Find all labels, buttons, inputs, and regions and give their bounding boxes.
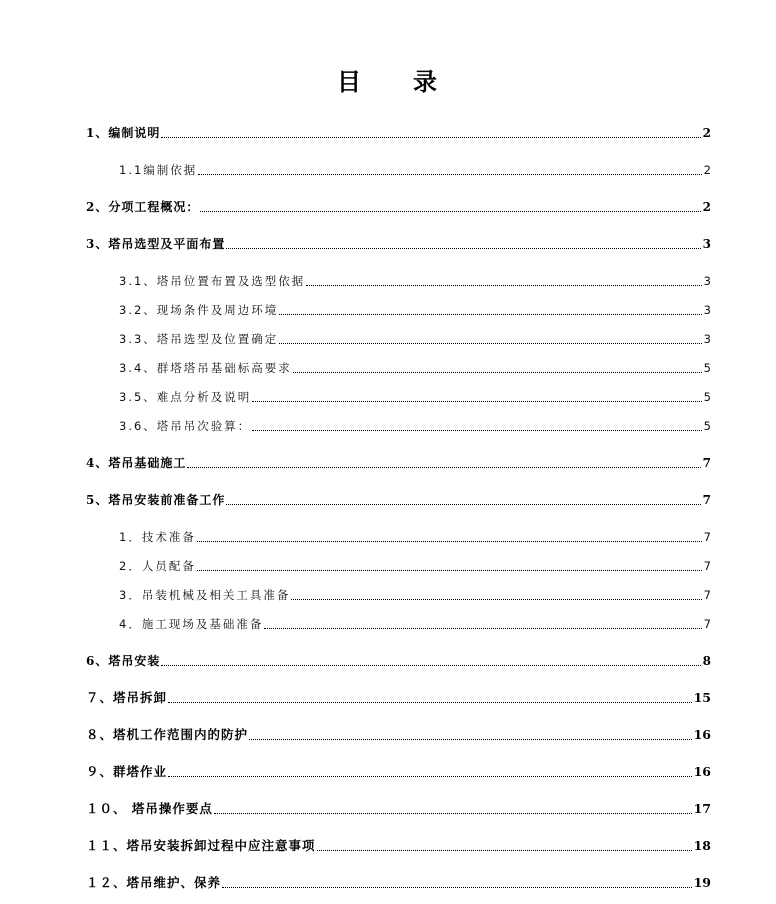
toc-leader	[187, 467, 700, 468]
toc-entry[interactable]	[119, 161, 711, 179]
toc-leader	[214, 813, 692, 814]
toc-entry-label: １２、塔吊维护、保养	[86, 875, 222, 890]
toc-entry[interactable]	[86, 726, 711, 744]
toc-entry[interactable]	[119, 272, 711, 290]
toc-page-number: 15	[693, 690, 711, 705]
toc-leader	[161, 665, 700, 666]
toc-page-number: 18	[693, 838, 711, 853]
toc-leader	[306, 285, 701, 286]
toc-entry-label: １０、 塔吊操作要点	[86, 801, 213, 816]
toc-entry-label: 1.1编制依据	[119, 163, 198, 177]
toc-leader	[279, 314, 701, 315]
toc-entry-label: 1．技术准备	[119, 530, 196, 544]
toc-entry[interactable]	[86, 874, 711, 892]
toc-entry-label: 4、塔吊基础施工	[86, 456, 187, 470]
toc-page-number: 7	[703, 530, 711, 544]
toc-entry[interactable]	[86, 800, 711, 818]
toc-entry-label: ７、塔吊拆卸	[86, 690, 168, 705]
toc-entry-label: 2．人员配备	[119, 559, 196, 573]
toc-entry[interactable]	[86, 124, 711, 142]
toc-leader	[293, 372, 702, 373]
toc-entry[interactable]	[119, 586, 711, 604]
toc-entry[interactable]	[86, 763, 711, 781]
toc-entry[interactable]	[119, 388, 711, 406]
toc-leader	[168, 776, 692, 777]
toc-page-number: 5	[703, 361, 711, 375]
toc-entry-label: 3.5、难点分析及说明	[119, 390, 252, 404]
toc-leader	[252, 430, 701, 431]
toc-entry-label: 3.3、塔吊选型及位置确定	[119, 332, 279, 346]
toc-entry[interactable]	[86, 837, 711, 855]
toc-page-number: 3	[703, 332, 711, 346]
toc-entry-label: 3.6、塔吊吊次验算：	[119, 419, 252, 433]
toc-page-number: 7	[702, 456, 711, 470]
toc-title-part1: 目	[337, 67, 363, 96]
toc-title-part2: 录	[413, 67, 439, 96]
toc-entry-label: 3.2、现场条件及周边环境	[119, 303, 279, 317]
toc-leader	[252, 401, 701, 402]
toc-entry-label: ８、塔机工作范围内的防护	[86, 727, 249, 742]
toc-entry-label: 3.4、群塔塔吊基础标高要求	[119, 361, 292, 375]
toc-entry[interactable]	[119, 330, 711, 348]
toc-leader	[198, 174, 701, 175]
toc-page-number: 16	[693, 764, 711, 779]
toc-entry-label: 1、编制说明	[86, 126, 161, 140]
toc-page-number: 17	[693, 801, 711, 816]
toc-page-number: 3	[703, 274, 711, 288]
toc-entry[interactable]	[119, 528, 711, 546]
toc-page-number: 5	[703, 390, 711, 404]
toc-page-number: 5	[703, 419, 711, 433]
toc-leader	[197, 570, 702, 571]
toc-leader	[226, 248, 700, 249]
toc-entry[interactable]	[86, 198, 711, 216]
toc-entry[interactable]	[86, 491, 711, 509]
toc-page-number: 16	[693, 727, 711, 742]
toc-entry-label: 6、塔吊安装	[86, 654, 161, 668]
toc-entry[interactable]	[119, 359, 711, 377]
toc-page-number: 3	[702, 237, 711, 251]
toc-page-number: 7	[702, 493, 711, 507]
toc-entry[interactable]	[119, 557, 711, 575]
toc-leader	[161, 137, 700, 138]
toc-entry[interactable]	[86, 235, 711, 253]
toc-entry-label: 2、分项工程概况：	[86, 200, 200, 214]
toc-entry[interactable]	[119, 301, 711, 319]
toc-entry[interactable]	[119, 417, 711, 435]
toc-leader	[249, 739, 692, 740]
toc-leader	[168, 702, 692, 703]
toc-leader	[279, 343, 701, 344]
toc-leader	[226, 504, 700, 505]
toc-leader	[200, 211, 700, 212]
toc-entry-label: １１、塔吊安装拆卸过程中应注意事项	[86, 838, 316, 853]
toc-page-number: 19	[693, 875, 711, 890]
toc-leader	[222, 887, 692, 888]
toc-page-number: 2	[702, 200, 711, 214]
toc-entry-label: 3、塔吊选型及平面布置	[86, 237, 226, 251]
toc-entry[interactable]	[86, 689, 711, 707]
toc-entry-label: 5、塔吊安装前准备工作	[86, 493, 226, 507]
toc-entry-label: 3．吊装机械及相关工具准备	[119, 588, 291, 602]
toc-page-number: 7	[703, 559, 711, 573]
toc-entry[interactable]	[86, 652, 711, 670]
toc-page-number: 7	[703, 588, 711, 602]
toc-page-number: 8	[702, 654, 711, 668]
toc-leader	[291, 599, 701, 600]
toc-leader	[264, 628, 701, 629]
toc-entry[interactable]	[119, 615, 711, 633]
toc-entry-label: 4．施工现场及基础准备	[119, 617, 264, 631]
toc-leader	[317, 850, 692, 851]
toc-page-number: 7	[703, 617, 711, 631]
toc-page-number: 2	[703, 163, 711, 177]
toc-entry[interactable]	[86, 454, 711, 472]
toc-entry-label: 3.1、塔吊位置布置及选型依据	[119, 274, 306, 288]
toc-page-number: 2	[702, 126, 711, 140]
toc-page-number: 3	[703, 303, 711, 317]
toc-entry-label: ９、群塔作业	[86, 764, 168, 779]
toc-leader	[197, 541, 702, 542]
